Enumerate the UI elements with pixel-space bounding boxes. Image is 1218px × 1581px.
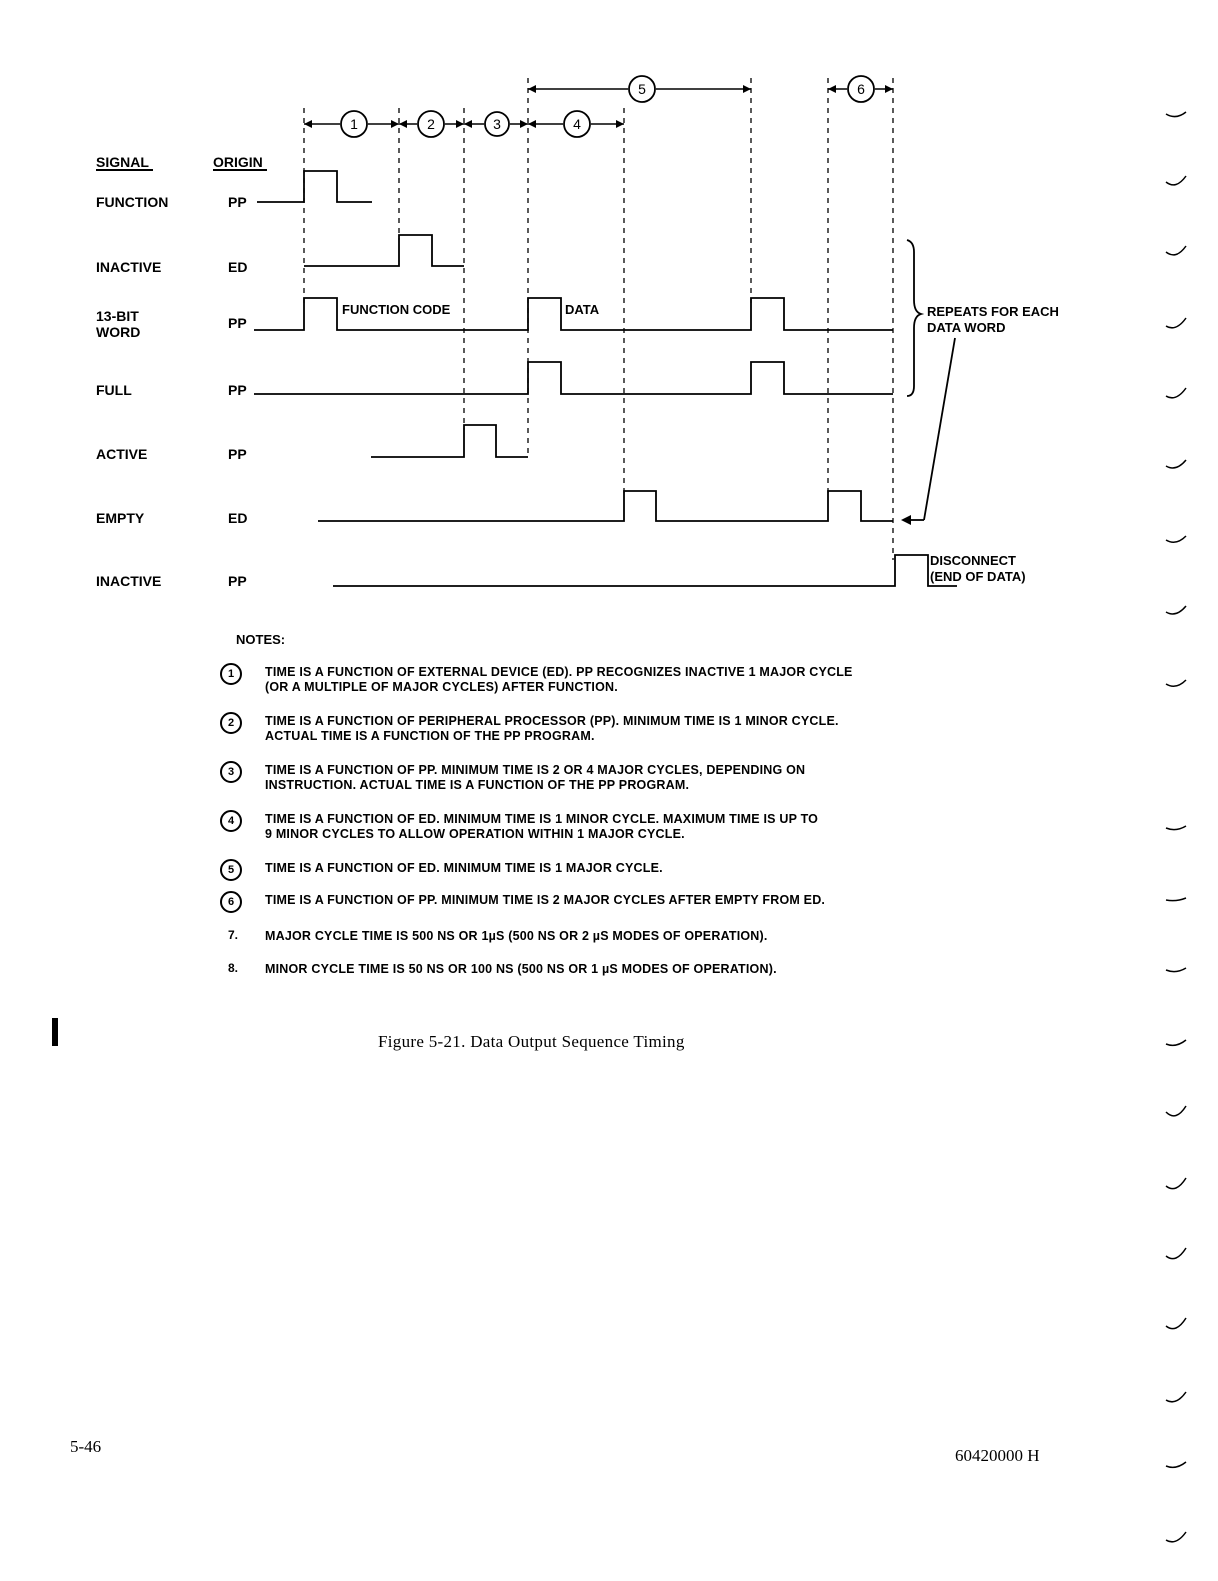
interval-5-arrowhead-right	[743, 85, 751, 93]
note-5-marker: 5	[220, 859, 242, 881]
repeat-note-line1: REPEATS FOR EACH	[927, 304, 1059, 319]
function-code-label: FUNCTION CODE	[342, 302, 451, 317]
interval-2-arrowhead-right	[456, 120, 464, 128]
origin-label-inactive-ed: ED	[228, 259, 248, 275]
interval-1-arrowhead-left	[304, 120, 312, 128]
margin-mark	[1166, 1392, 1186, 1402]
repeat-arrowhead	[901, 515, 911, 525]
note-8-marker: 8.	[228, 961, 239, 975]
origin-column-header: ORIGIN	[213, 154, 263, 170]
origin-label-empty: ED	[228, 510, 248, 526]
note-4-marker: 4	[220, 810, 242, 832]
margin-mark	[1166, 606, 1186, 614]
interval-3-arrowhead-left	[464, 120, 472, 128]
interval-1-arrowhead-right	[391, 120, 399, 128]
margin-mark	[1166, 680, 1186, 686]
revision-change-bar	[52, 1018, 58, 1046]
origin-label-13-bit: PP	[228, 315, 247, 331]
note-1-text: TIME IS A FUNCTION OF EXTERNAL DEVICE (ED). PP RECOGNIZES INACTIVE 1 MAJOR CYCLE (OR A MULTIPLE OF MAJOR CYCLES) AFTER FUNCTION.	[265, 665, 853, 694]
margin-mark	[1166, 1040, 1186, 1045]
margin-mark	[1166, 388, 1186, 398]
interval-3-arrowhead-right	[520, 120, 528, 128]
margin-mark	[1166, 968, 1186, 972]
margin-mark	[1166, 112, 1186, 117]
timing-diagram	[0, 0, 1218, 620]
signal-label-inactive-pp: INACTIVE	[96, 573, 162, 589]
repeat-brace	[907, 240, 921, 396]
signal-column-header: SIGNAL	[96, 154, 149, 170]
data-label: DATA	[565, 302, 600, 317]
interval-6-arrowhead-left	[828, 85, 836, 93]
interval-4-number: 4	[573, 116, 581, 132]
note-2-text: TIME IS A FUNCTION OF PERIPHERAL PROCESSOR (PP). MINIMUM TIME IS 1 MINOR CYCLE. ACTUAL TIME IS A FUNCTION OF THE PP PROGRAM.	[265, 714, 839, 743]
note-6-text: TIME IS A FUNCTION OF PP. MINIMUM TIME IS 2 MAJOR CYCLES AFTER EMPTY FROM ED.	[265, 893, 826, 907]
margin-mark	[1166, 1248, 1186, 1259]
signal-label-function: FUNCTION	[96, 194, 169, 210]
waveform-full	[254, 362, 893, 394]
repeat-arrow-line	[924, 338, 955, 520]
page-number: 5-46	[70, 1437, 102, 1456]
margin-mark	[1166, 1178, 1186, 1189]
signal-label-empty: EMPTY	[96, 510, 145, 526]
note-7-text: MAJOR CYCLE TIME IS 500 NS OR 1µS (500 NS OR 2 µS MODES OF OPERATION).	[265, 929, 768, 943]
interval-3-number: 3	[493, 116, 501, 132]
interval-5-number: 5	[638, 81, 646, 97]
note-3-text: TIME IS A FUNCTION OF PP. MINIMUM TIME IS 2 OR 4 MAJOR CYCLES, DEPENDING ON INSTRUCTION. ACTUAL TIME IS A FUNCTION OF THE PP PROGRAM.	[265, 763, 806, 792]
interval-6-number: 6	[857, 81, 865, 97]
interval-1-number: 1	[350, 116, 358, 132]
margin-mark	[1166, 318, 1186, 328]
origin-label-full: PP	[228, 382, 247, 398]
signal-label-inactive-ed: INACTIVE	[96, 259, 162, 275]
waveform-inactive-ed	[304, 235, 464, 266]
margin-mark	[1166, 898, 1186, 901]
margin-mark	[1166, 1532, 1186, 1542]
note-6-marker: 6	[220, 891, 242, 913]
waveform-function	[257, 171, 372, 202]
margin-mark	[1166, 1462, 1186, 1467]
margin-mark	[1166, 176, 1186, 185]
margin-mark	[1166, 460, 1186, 468]
signal-label-word: WORD	[96, 324, 141, 340]
origin-label-inactive-pp: PP	[228, 573, 247, 589]
signal-label-full: FULL	[96, 382, 132, 398]
margin-mark	[1166, 1318, 1186, 1329]
margin-mark	[1166, 826, 1186, 830]
note-3-marker: 3	[220, 761, 242, 783]
interval-2-number: 2	[427, 116, 435, 132]
disconnect-note-line1: DISCONNECT	[930, 553, 1016, 568]
document-number: 60420000 H	[955, 1446, 1040, 1465]
interval-5-arrowhead-left	[528, 85, 536, 93]
interval-6-arrowhead-right	[885, 85, 893, 93]
interval-4-arrowhead-right	[616, 120, 624, 128]
note-7-marker: 7.	[228, 928, 239, 942]
binder-margin-marks	[1160, 100, 1200, 1570]
interval-2-arrowhead-left	[399, 120, 407, 128]
origin-label-function: PP	[228, 194, 247, 210]
note-1-marker: 1	[220, 663, 242, 685]
note-8-text: MINOR CYCLE TIME IS 50 NS OR 100 NS (500 NS OR 1 µS MODES OF OPERATION).	[265, 962, 777, 976]
interval-4-arrowhead-left	[528, 120, 536, 128]
note-2-marker: 2	[220, 712, 242, 734]
margin-mark	[1166, 1106, 1186, 1116]
origin-label-active: PP	[228, 446, 247, 462]
note-5-text: TIME IS A FUNCTION OF ED. MINIMUM TIME IS 1 MAJOR CYCLE.	[265, 861, 663, 875]
waveform-active	[371, 425, 528, 457]
waveform-empty	[318, 491, 893, 521]
repeat-note-line2: DATA WORD	[927, 320, 1006, 335]
signal-label-13-bit: 13-BIT	[96, 308, 139, 324]
margin-mark	[1166, 536, 1186, 542]
signal-label-active: ACTIVE	[96, 446, 148, 462]
figure-caption: Figure 5-21. Data Output Sequence Timing	[378, 1032, 685, 1051]
margin-mark	[1166, 246, 1186, 255]
note-4-text: TIME IS A FUNCTION OF ED. MINIMUM TIME IS 1 MINOR CYCLE. MAXIMUM TIME IS UP TO 9 MINOR CYCLES TO ALLOW OPERATION WITHIN 1 MAJOR CYCLE.	[265, 812, 819, 841]
notes-title: NOTES:	[236, 632, 286, 647]
waveform-inactive-pp	[333, 555, 957, 586]
disconnect-note-line2: (END OF DATA)	[930, 569, 1026, 584]
